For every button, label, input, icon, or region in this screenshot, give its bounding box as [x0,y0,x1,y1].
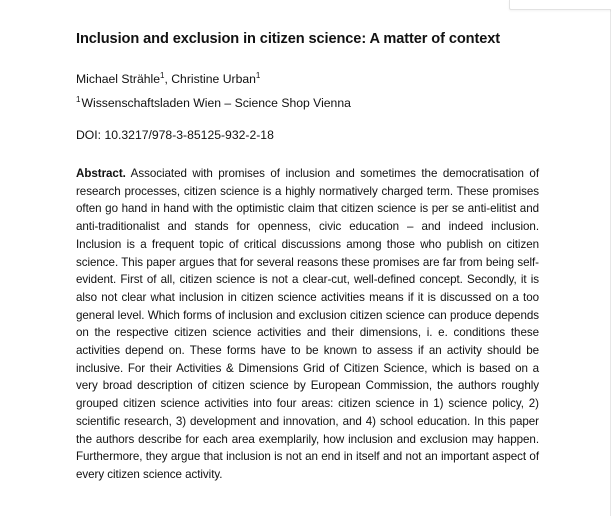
toolbar-edge [509,0,611,10]
abstract-label: Abstract. [76,167,126,180]
abstract-text: Associated with promises of inclusion and sometimes the democratisation of research processes, citizen science is a highly normatively charged term. These promises often go hand in hand with the optimistic claim that citizen science is per se anti-elitist and anti-traditionalist and stands for openness, civic education – and indeed inclusion. Inclusion is a frequent topic of critical discussions among those who publish on citizen science. This paper argues that for several reasons these promises are far from being self-evident. First of all, citizen science is not a clear-cut, well-defined concept. Secondly, it is also not clear what inclusion in citizen science activities means if it is discussed on a too general level. Which forms of inclusion and exclusion citizen science can produce depends on the respective citizen science activities and their dimensions, i. e. conditions these activities depend on. These forms have to be known to assess if an activity should be inclusive. For their Activities & Dimensions Grid of Citizen Science, which is based on a very broad description of citizen science by European Commission, the authors roughly grouped citizen science activities into four areas: citizen science in 1) science policy, 2) scientific research, 3) development and innovation, and 4) school education. In this paper the authors describe for each area exemplarily, how inclusion and exclusion may happen. Furthermore, they argue that inclusion is not an end in itself and not an important aspect of every citizen science activity. [76,167,539,481]
author-name: Christine Urban [171,72,256,86]
affiliation-mark: 1 [160,71,165,80]
author-name: Michael Strähle [76,72,160,86]
affiliation-mark: 1 [76,95,81,104]
affiliation-mark: 1 [255,71,261,80]
doi-link[interactable]: DOI: 10.3217/978-3-85125-932-2-18 [76,128,274,142]
abstract-paragraph [76,165,539,484]
paper-title: Inclusion and exclusion in citizen science: A matter of context [76,31,501,47]
affiliation-text: Wissenschaftsladen Wien – Science Shop Vienna [81,96,351,110]
author-separator: , [164,72,172,86]
author-line [76,72,260,86]
affiliation [76,96,351,110]
